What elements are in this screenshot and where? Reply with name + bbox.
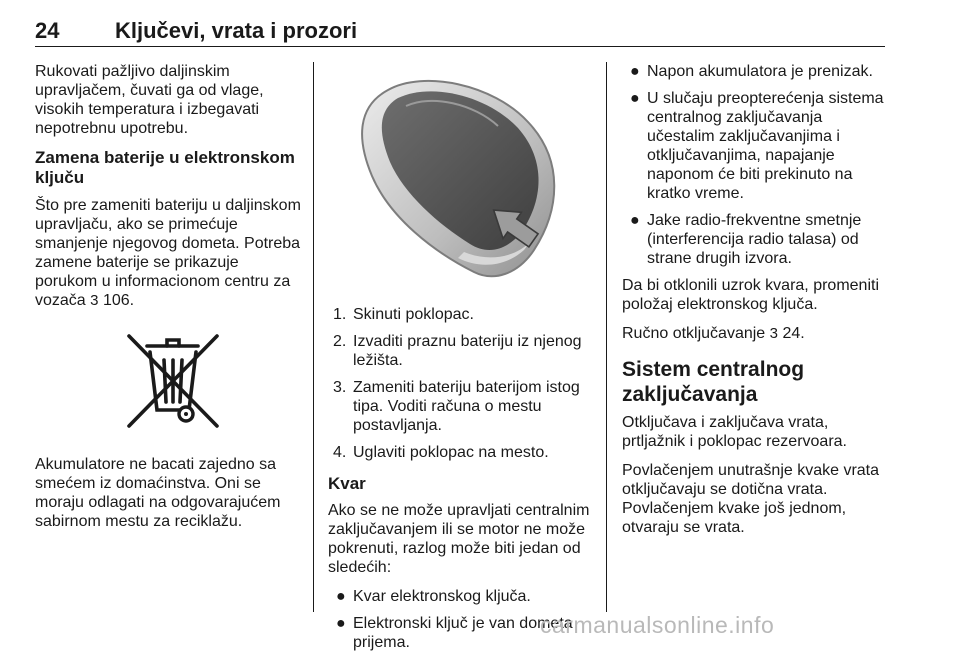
step-number: 1. (333, 306, 347, 323)
bullet-icon: ● (630, 63, 640, 80)
list-item (622, 89, 888, 203)
battery-paragraph (35, 196, 303, 310)
step-text: Izvaditi praznu bateriju iz njenog ležišta. (353, 333, 582, 369)
watermark: carmanualsonline.info (540, 612, 775, 638)
fault-heading: Kvar (328, 474, 366, 493)
page-header (35, 10, 885, 47)
fault-causes-list-continued (622, 62, 888, 268)
bullet-icon: ● (630, 212, 640, 229)
manual-unlock-text: Ručno otključavanje (622, 325, 766, 342)
xref-arrow-icon: 3 (769, 325, 778, 342)
step-number: 4. (333, 444, 347, 461)
xref-arrow-icon: 3 (90, 292, 99, 309)
remedy-paragraph: Da bi otklonili uzrok kvara, promeniti položaj elektronskog ključa. (622, 277, 879, 313)
step-number: 2. (333, 333, 347, 350)
list-item (622, 211, 888, 268)
step-text: Skinuti poklopac. (353, 306, 474, 323)
battery-replacement-heading: Zamena baterije u elektronskom ključu (35, 148, 295, 187)
chapter-title: Ključevi, vrata i prozori (115, 18, 358, 43)
battery-steps-list (328, 305, 594, 462)
list-item (622, 62, 888, 81)
column-divider (606, 62, 607, 612)
crossed-bin-icon (119, 330, 227, 430)
list-item-text: Elektronski ključ je van dometa prijema. (353, 615, 573, 651)
step-item (328, 332, 594, 370)
key-fob-illustration (328, 62, 594, 286)
manual-unlock-paragraph (622, 324, 888, 343)
column-divider (313, 62, 314, 612)
disposal-paragraph: Akumulatore ne bacati zajedno sa smećem iz domaćinstva. Oni se moraju odlagati na odgovarajućem sabirnom mestu za reciklažu. (35, 456, 281, 530)
step-item (328, 443, 594, 462)
list-item-text: U slučaju preopterećenja sistema centralnog zaključavanja učestalim zaključavanjima i otključavanjima, napajanje naponom će biti prekinuto na kratko vreme. (647, 90, 884, 202)
central-locking-heading: Sistem centralnog zaključavanja (622, 358, 805, 406)
step-item (328, 378, 594, 435)
battery-page-ref[interactable]: 106. (102, 292, 135, 309)
column-1 (35, 62, 303, 541)
intro-paragraph: Rukovati pažljivo daljinskim upravljačem, čuvati ga od vlage, visokih temperatura i izbegavati nepotrebnu upotrebu. (35, 63, 264, 137)
bullet-icon: ● (336, 588, 346, 605)
step-item (328, 305, 594, 324)
list-item-text: Jake radio-frekventne smetnje (interferencija radio talasa) od strane drugih izvora. (647, 212, 862, 267)
door-handle-paragraph: Povlačenjem unutrašnje kvake vrata otključavaju se dotična vrata. Povlačenjem kvake još jednom, otvaraju se vrata. (622, 462, 880, 536)
battery-paragraph-text: Što pre zameniti bateriju u daljinskom upravljaču, ako se primećuje smanjenje njegovog dometa. Potreba zamene baterije se prikazuje porukom u informacionom centru za vozača (35, 197, 301, 309)
list-item (328, 587, 594, 606)
page-number: 24 (35, 18, 60, 43)
list-item-text: Napon akumulatora je prenizak. (647, 63, 873, 80)
column-3 (622, 62, 888, 547)
bullet-icon: ● (336, 615, 346, 632)
step-text: Uglaviti poklopac na mesto. (353, 444, 549, 461)
step-text: Zameniti bateriju baterijom istog tipa. Voditi računa o mestu postavljanja. (353, 379, 580, 434)
manual-unlock-page-ref[interactable]: 24. (782, 325, 805, 342)
central-locking-paragraph: Otključava i zaključava vrata, prtljažnik i poklopac rezervoara. (622, 414, 847, 450)
step-number: 3. (333, 379, 347, 396)
column-2 (328, 62, 594, 660)
fault-paragraph: Ako se ne može upravljati centralnim zaključavanjem ili se motor ne može pokrenuti, razlog može biti jedan od sledećih: (328, 502, 590, 576)
list-item-text: Kvar elektronskog ključa. (353, 588, 531, 605)
bullet-icon: ● (630, 90, 640, 107)
